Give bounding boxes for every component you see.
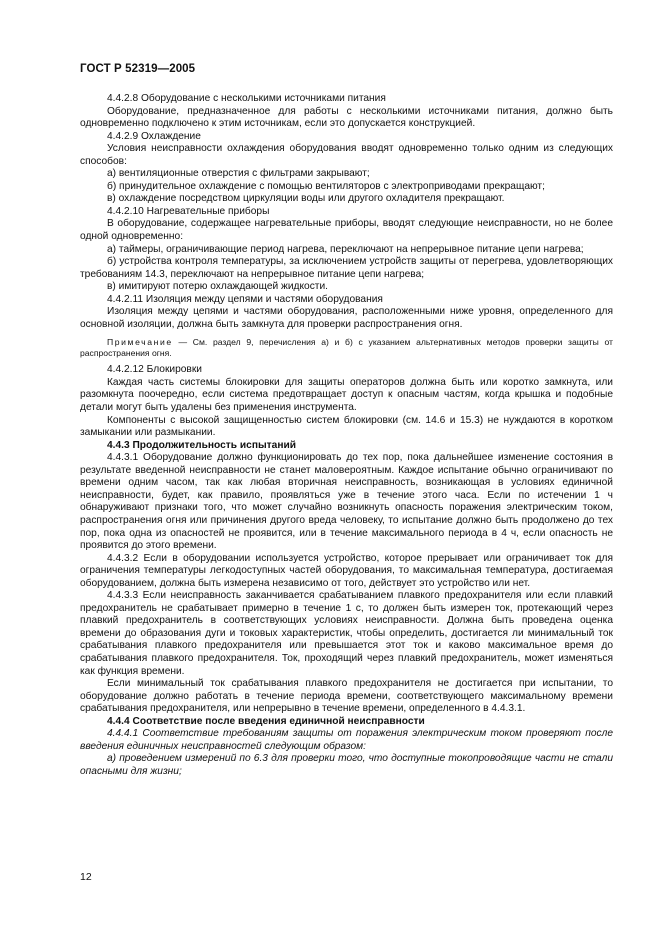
paragraph: 4.4.4.1 Соответствие требованиям защиты от поражения электрическим током проверяют после введения единичных неисправностей следующим образом: [80, 728, 613, 752]
paragraph: 4.4.2.12 Блокировки [107, 364, 202, 376]
note-text: — См. раздел 9, перечисления а) и б) с указанием альтернативных методов проверки защиты от распространения огня. [80, 337, 613, 359]
paragraph: Если минимальный ток срабатывания плавкого предохранителя не достигается при испытании, то оборудование должно работать в течение периода времени, соответствующего максимальному времени срабатывания предохранителя, или непрерывно в течение времени, определенного в 4.4.3.1. [80, 678, 613, 715]
list-item: а) проведением измерений по 6.3 для проверки того, что доступные токопроводящие части не стали опасными для жизни; [80, 753, 613, 777]
paragraph: В оборудование, содержащее нагревательные приборы, вводят следующие неисправности, но не более одной одновременно: [80, 218, 613, 243]
note [80, 337, 613, 359]
section-heading: 4.4.4 Соответствие после введения единичной неисправности [107, 715, 425, 727]
section-heading: 4.4.3 Продолжительность испытаний [107, 439, 297, 451]
paragraph: 4.4.2.9 Охлаждение [107, 130, 201, 142]
paragraph: Каждая часть системы блокировки для защиты операторов должна быть или коротко замкнута, или разомкнута поочередно, если система предотвращает доступ к опасным частям, когда крышка и подобные детали могут быть удалены без применения инструмента. [80, 376, 613, 414]
paragraph: 4.4.3.3 Если неисправность заканчивается срабатыванием плавкого предохранителя или если плавкий предохранитель не срабатывает примерно в течение 1 с, то должен быть измерен ток, протекающий через плавкий предохранитель в соответствующих условиях неисправности. Должна быть проведена оценка времени до образования дуги и токовых характеристик, чтобы определить, достигается ли минимальный ток срабатывания плавкого предохранителя или превышается этот ток и каково максимальное время до срабатывания плавкого предохранителя. Ток, проходящий через плавкий предохранитель, может изменяться как функция времени. [80, 590, 613, 677]
document-header: ГОСТ Р 52319—2005 [80, 63, 196, 75]
list-item: в) имитируют потерю охлаждающей жидкости. [107, 281, 328, 293]
paragraph: Оборудование, предназначенное для работы с несколькими источниками питания, должно быть одновременно подключено к этим источникам, если это допускается конструкцией. [80, 105, 613, 130]
list-item: б) устройства контроля температуры, за исключением устройств защиты от перегрева, удовлетворяющих требованиям 14.3, переключают на непрерывное питание цепи нагрева; [80, 256, 613, 280]
list-item: а) таймеры, ограничивающие период нагрева, переключают на непрерывное питание цепи нагрева; [107, 243, 584, 255]
list-item: в) охлаждение посредством циркуляции воды или другого охладителя прекращают. [107, 193, 505, 205]
paragraph: Компоненты с высокой защищенностью систем блокировки (см. 14.6 и 15.3) не нуждаются в коротком замыкании или размыкании. [80, 414, 613, 439]
paragraph: 4.4.3.2 Если в оборудовании используется устройство, которое прерывает или ограничивает ток для ограничения температуры легкодоступных частей оборудования, то максимальная температура, достигаемая оборудованием, должна быть измерена независимо от того, действует это устройство или нет. [80, 552, 613, 589]
paragraph: 4.4.2.11 Изоляция между цепями и частями оборудования [107, 293, 383, 305]
paragraph: 4.4.3.1 Оборудование должно функционировать до тех пор, пока дальнейшее изменение состояния в результате введенной неисправности не станет маловероятным. Каждое испытание обычно ограничивают по времени одним часом, так как любая вторичная неисправность, возникающая в условиях единичной неисправности, будет, как правило, проявляться уже в течение этого часа. Если по истечении 1 ч обнаруживают признаки того, что может случайно возникнуть опасность поражения электрическим током, распространения огня или причинения другого вреда человеку, то испытание должно быть продолжено до тех пор, пока одна из опасностей не проявится, или в течение максимального периода в 4 ч, если опасность не проявится до этого времени. [80, 452, 613, 552]
paragraph: Условия неисправности охлаждения оборудования вводят одновременно только одним из следующих способов: [80, 143, 613, 167]
paragraph: Изоляция между цепями и частями оборудования, расположенными ниже уровня, определенного для основной изоляции, должна быть замкнута для проверки распространения огня. [80, 306, 613, 330]
paragraph: 4.4.2.8 Оборудование с несколькими источниками питания [107, 93, 386, 104]
paragraph: 4.4.2.10 Нагревательные приборы [107, 205, 270, 217]
document-body [80, 93, 613, 778]
page-number: 12 [80, 871, 92, 883]
list-item: а) вентиляционные отверстия с фильтрами закрывают; [107, 168, 370, 180]
note-label: Примечание [107, 337, 173, 348]
list-item: б) принудительное охлаждение с помощью вентиляторов с электроприводами прекращают; [107, 180, 545, 192]
